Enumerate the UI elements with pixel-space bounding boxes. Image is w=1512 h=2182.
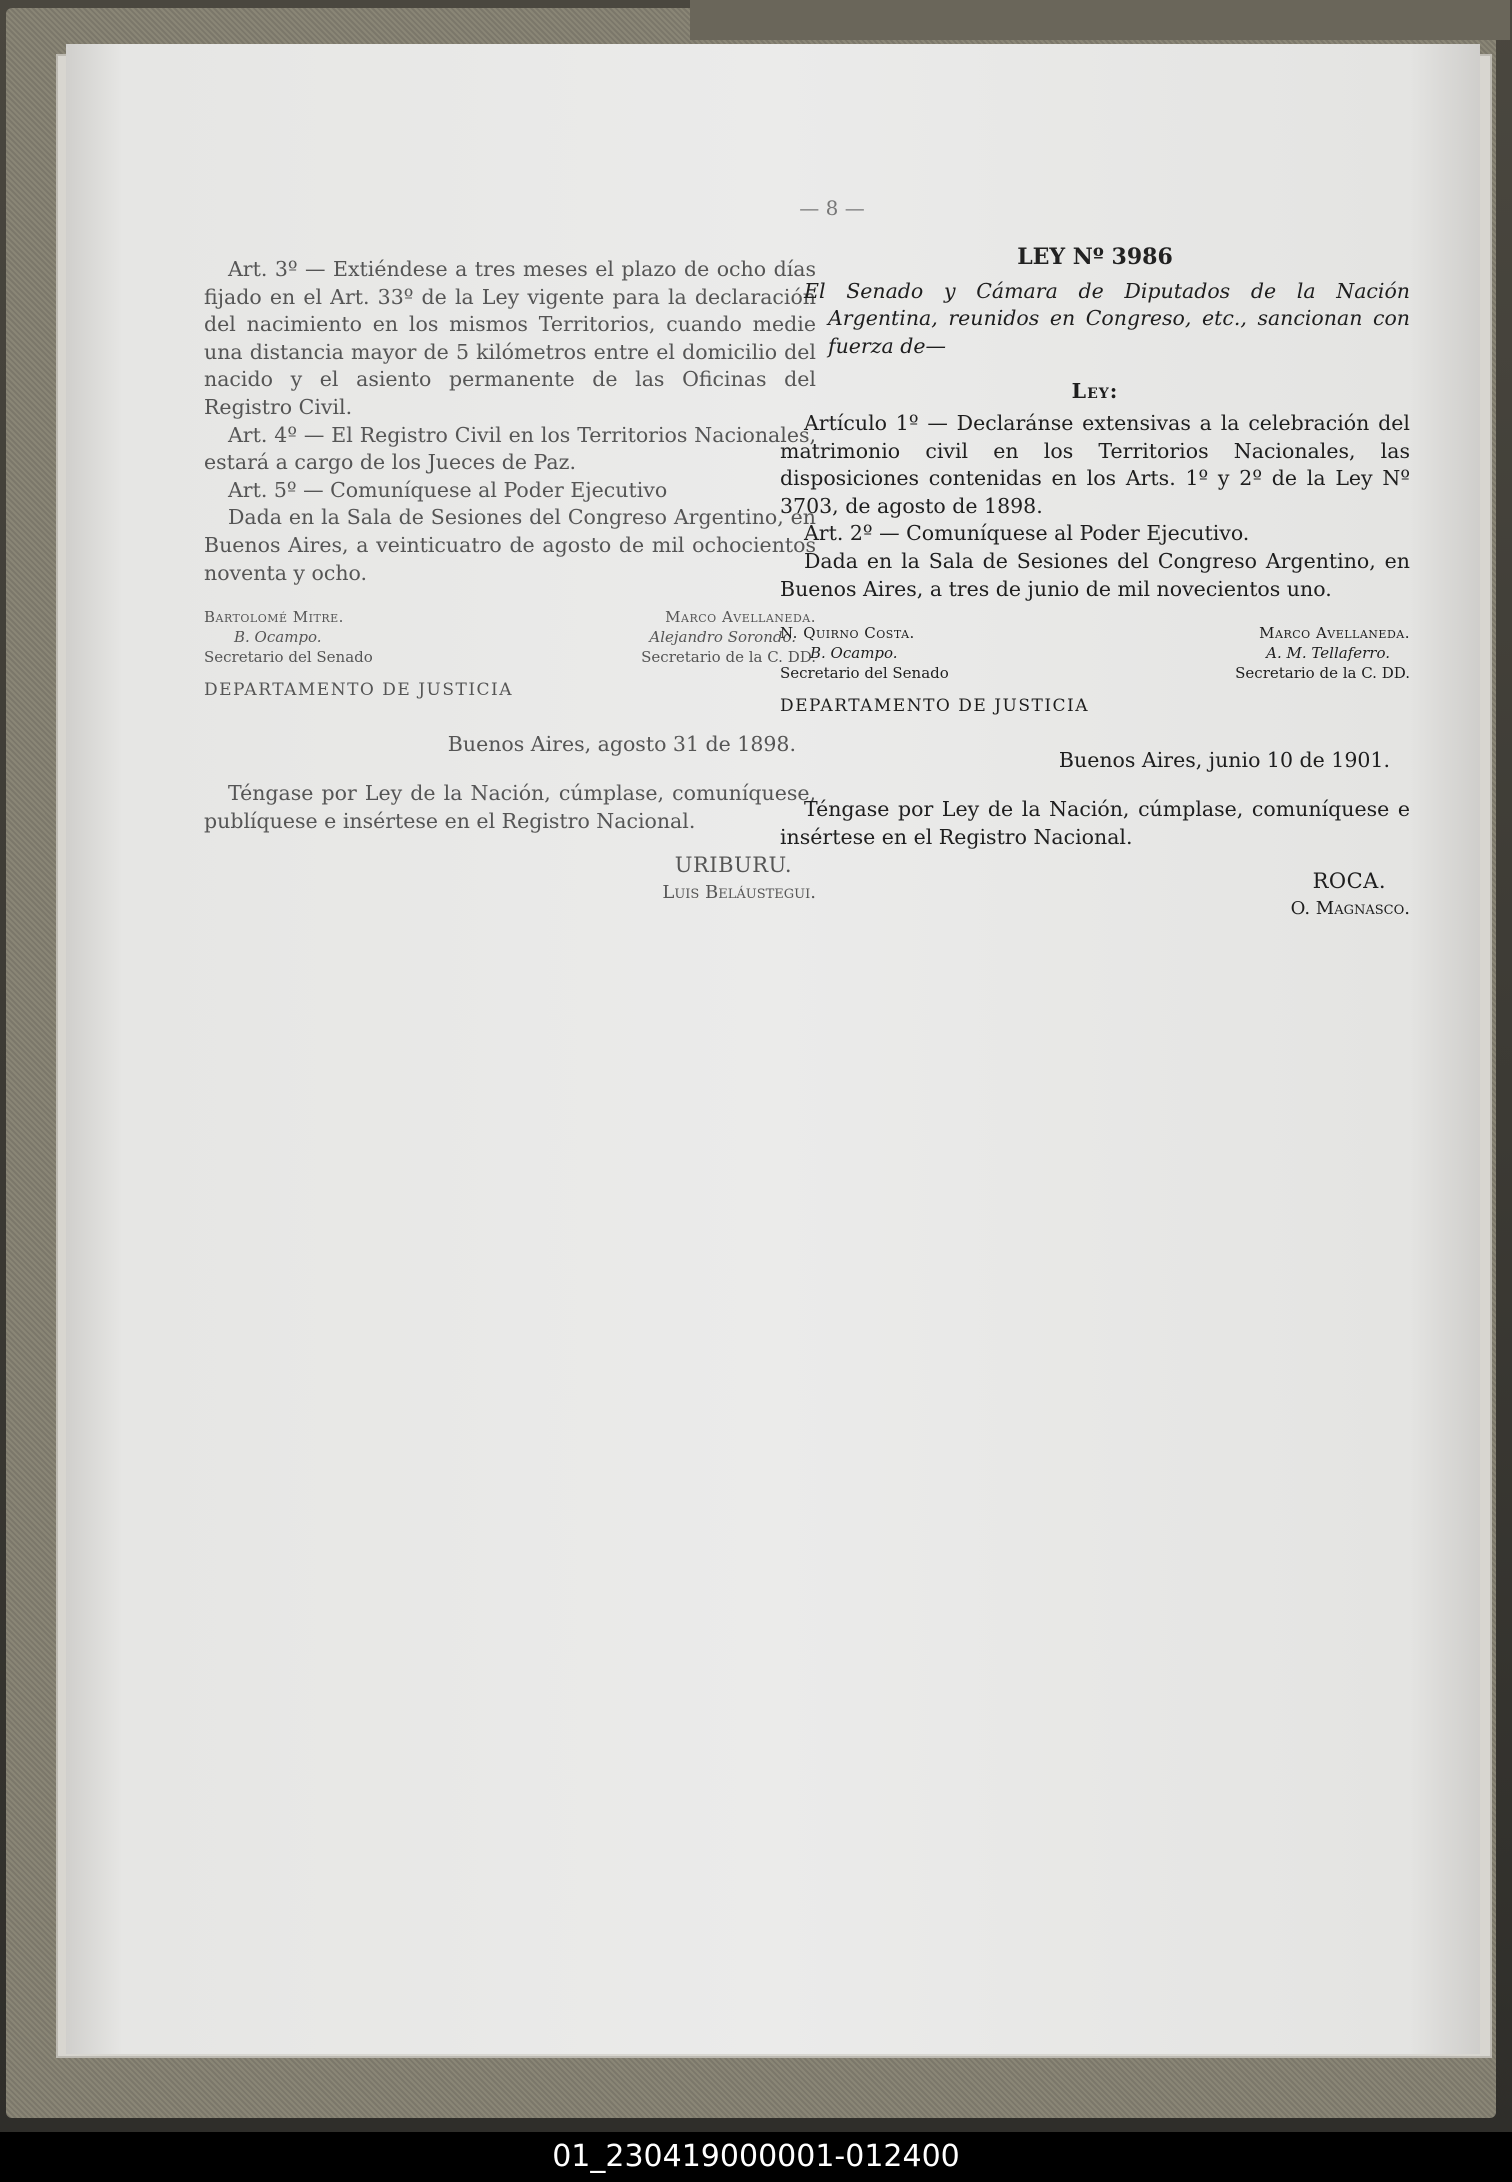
book-page <box>66 44 1480 2054</box>
executive-signoff <box>204 852 816 907</box>
signer-name: N. Quirno Costa. <box>780 624 915 643</box>
article-paragraph: Art. 3º — Extiéndese a tres meses el plazo de ocho días fijado en el Art. 33º de la Ley vigente para la declaración del nacimiento en los mismos Territorios, cuando medie una distancia mayor de 5 kilómetros entre el domicilio del nacido y el asiento permanente de las Oficinas del Registro Civil. <box>204 257 816 419</box>
promulgation-text: Téngase por Ley de la Nación, cúmplase, comuníquese e insértese en el Registro Nacional. <box>780 797 1410 849</box>
minister-name: Luis Beláustegui. <box>662 882 816 904</box>
law-preamble: El Senado y Cámara de Diputados de la Nación Argentina, reunidos en Congreso, etc., sancionan con fuerza de— <box>804 278 1410 358</box>
signer-name: Bartolomé Mitre. <box>204 608 344 627</box>
executive-signoff <box>780 868 1410 923</box>
article-paragraph: Art. 4º — El Registro Civil en los Territorios Nacionales, estará a cargo de los Jueces de Paz. <box>204 422 816 475</box>
right-column <box>780 244 1410 923</box>
secretary-role: Secretario de la C. DD. <box>1235 664 1410 683</box>
book-spine-edge <box>690 0 1510 40</box>
secretary-role: Secretario del Senado <box>204 648 373 667</box>
department-heading: DEPARTAMENTO DE JUSTICIA <box>780 696 1090 717</box>
president-name: ROCA. <box>1312 868 1386 893</box>
signature-left <box>204 607 373 667</box>
signer-name: Marco Avellaneda. <box>665 608 816 627</box>
promulgation-text: Téngase por Ley de la Nación, cúmplase, comuníquese, publíquese e insértese en el Registro Nacional. <box>204 781 816 833</box>
dateline: Buenos Aires, junio 10 de 1901. <box>1058 747 1390 772</box>
secretary-name: A. M. Tellaferro. <box>1266 644 1390 663</box>
secretary-role: Secretario de la C. DD. <box>641 648 816 667</box>
ley-title: Ley: <box>1071 379 1119 404</box>
signer-name: Marco Avellaneda. <box>1259 624 1410 643</box>
law-heading: LEY Nº 3986 <box>1017 244 1173 270</box>
signature-right <box>1235 623 1410 683</box>
article-paragraph: Dada en la Sala de Sesiones del Congreso Argentino, en Buenos Aires, a veinticuatro de agosto de mil ochocientos noventa y ocho. <box>204 505 816 585</box>
secretary-name: B. Ocampo. <box>234 628 322 647</box>
secretary-role: Secretario del Senado <box>780 664 949 683</box>
department-heading: DEPARTAMENTO DE JUSTICIA <box>204 680 514 701</box>
signature-block <box>780 623 1410 683</box>
president-name: URIBURU. <box>674 852 792 877</box>
signature-left <box>780 623 949 683</box>
minister-name: O. Magnasco. <box>1290 898 1410 920</box>
left-column <box>204 256 816 907</box>
article-paragraph: Art. 5º — Comuníquese al Poder Ejecutivo <box>228 477 668 502</box>
secretary-name: Alejandro Sorondo. <box>649 628 796 647</box>
article-paragraph: Artículo 1º — Declaránse extensivas a la celebración del matrimonio civil en los Territorios Nacionales, las disposiciones contenidas en los Arts. 1º y 2º de la Ley Nº 3703, de agosto de 1898. <box>780 410 1410 518</box>
signature-block <box>204 607 816 667</box>
secretary-name: B. Ocampo. <box>810 644 898 663</box>
article-paragraph: Dada en la Sala de Sesiones del Congreso Argentino, en Buenos Aires, a tres de junio de mil novecientos uno. <box>780 548 1410 601</box>
page-number: — 8 — <box>799 196 865 220</box>
dateline: Buenos Aires, agosto 31 de 1898. <box>447 731 796 756</box>
article-paragraph: Art. 2º — Comuníquese al Poder Ejecutivo. <box>804 521 1250 546</box>
image-id-footer: 01_230419000001-012400 <box>0 2132 1512 2182</box>
